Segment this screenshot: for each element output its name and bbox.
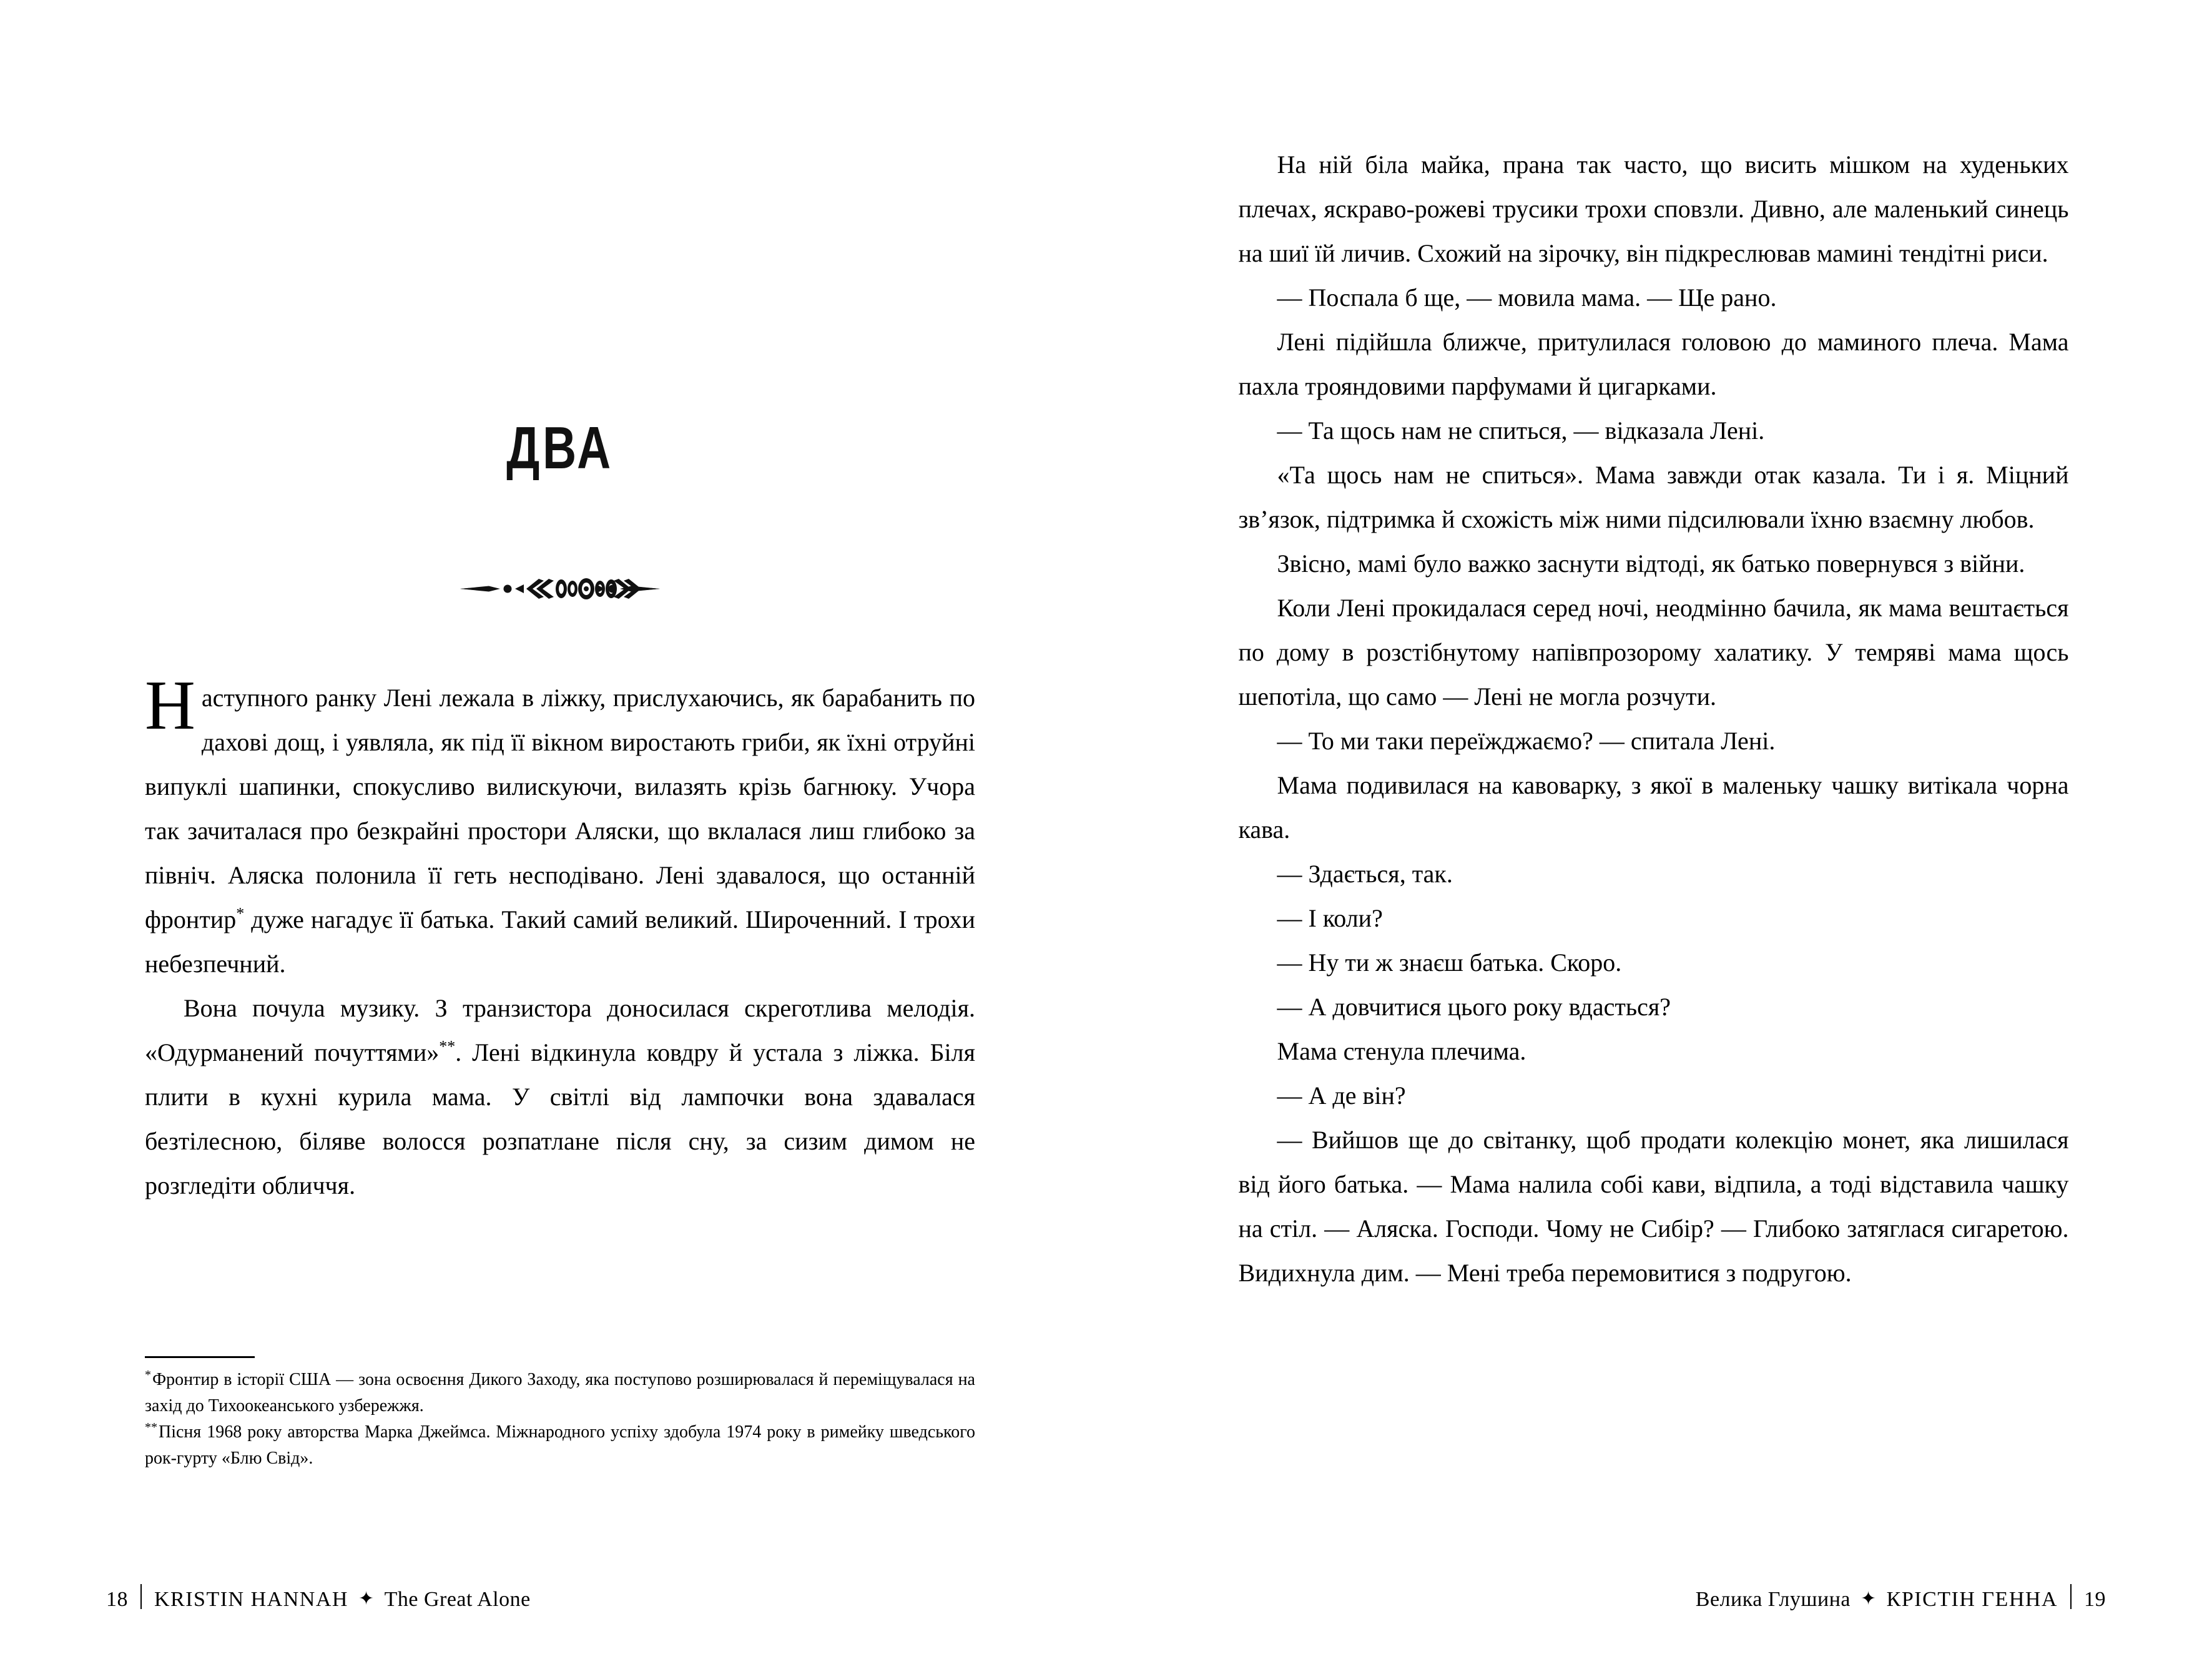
paragraph-text: Вона почула музику. З транзистора доносилася скреготлива мелодія. «Одурманений почуттями»	[145, 994, 975, 1066]
paragraph: — Здається, так.	[1277, 860, 1453, 888]
footnote-block	[145, 1356, 975, 1472]
footnote-separator-rule	[145, 1356, 255, 1358]
paragraph: Коли Лені прокидалася серед ночі, неодмінно бачила, як мама вештається по дому в розстібнутому напівпрозорому халатику. У темряві мама щось шепотіла, що само — Лені не могла розчути.	[1238, 594, 2069, 711]
paragraph: «Та щось нам не спиться». Мама завжди отак казала. Ти і я. Міцний зв’язок, підтримка й схожість між ними підсилювали їхню взаємну любов.	[1238, 461, 2069, 533]
footnote-item	[145, 1367, 975, 1419]
footnote-marker: **	[145, 1420, 157, 1434]
paragraph: Мама подивилася на кавоварку, з якої в маленьку чашку витікала чорна кава.	[1238, 771, 2069, 844]
left-page-content	[145, 0, 975, 1659]
footer-fleuron-icon: ✦	[1861, 1588, 1877, 1609]
paragraph: — А де він?	[1277, 1081, 1406, 1110]
book-title: The Great Alone	[384, 1588, 531, 1611]
paragraph: — Поспала б ще, — мовила мама. — Ще рано.	[1277, 283, 1777, 312]
chapter-title: ДВА	[506, 415, 614, 481]
author-name: KRISTIN HANNAH	[154, 1588, 348, 1611]
right-page-content	[1239, 0, 2069, 1659]
footnote-item	[145, 1419, 975, 1472]
paragraph: — І коли?	[1277, 904, 1383, 932]
paragraph-text-cont: . Лені відкинула ковдру й устала з ліжка. Біля плити в кухні курила мама. У світлі від лампочки вона здавалася безтілесною, біляве волосся розпатлане після сну, за сизим димом не розгледіти обличчя.	[145, 1038, 975, 1199]
paragraph: Мама стенула плечима.	[1277, 1037, 1526, 1065]
footer-divider-rule	[2070, 1584, 2072, 1609]
paragraph: Лені підійшла ближче, притулилася головою до маминого плеча. Мама пахла трояндовими парфумами й цигарками.	[1238, 328, 2069, 400]
paragraph: — То ми таки переїжджаємо? — спитала Лені.	[1277, 727, 1776, 755]
paragraph-text-cont: дуже нагадує її батька. Такий самий великий. Широченний. І трохи небезпечний.	[145, 905, 975, 978]
fleuron-divider-icon	[145, 571, 975, 606]
paragraph: — Ну ти ж знаєш батька. Скоро.	[1277, 948, 1622, 977]
left-running-foot	[106, 1581, 531, 1612]
footer-divider-rule	[140, 1584, 142, 1609]
right-body-text	[1239, 142, 2069, 1295]
paragraph	[145, 986, 975, 1208]
footnote-marker-1: *	[236, 904, 245, 923]
footnote-marker-2: **	[439, 1037, 456, 1056]
left-body-text	[145, 667, 975, 1208]
page-number: 18	[106, 1588, 128, 1611]
right-running-foot	[1696, 1581, 2106, 1612]
paragraph: Звісно, мамі було важко заснути відтоді, як батько повернувся з війни.	[1277, 549, 2025, 578]
footnote-text: Пісня 1968 року авторства Марка Джеймса. Міжнародного успіху здобула 1974 року в римейку шведського рок-гурту «Блю Свід».	[145, 1422, 975, 1468]
book-title: Велика Глушина	[1695, 1588, 1851, 1611]
right-page	[1106, 0, 2212, 1659]
footnote-text: Фронтир в історії США — зона освоєння Дикого Заходу, яка поступово розширювалася й переміщувалася на захід до Тихоокеанського узбережжя.	[145, 1370, 975, 1415]
footer-fleuron-icon: ✦	[358, 1588, 375, 1609]
paragraph	[145, 667, 975, 986]
paragraph: На ній біла майка, прана так часто, що висить мішком на худеньких плечах, яскраво-рожеві трусики трохи сповзли. Дивно, але маленький синець на шиї їй личив. Схожий на зірочку, він підкреслював мамині тендітні риси.	[1238, 150, 2069, 267]
author-name: КРІСТІН ГЕННА	[1886, 1588, 2058, 1611]
paragraph: — Вийшов ще до світанку, щоб продати колекцію монет, яка лишилася від його батька. — Мама налила собі кави, відпила, а тоді відставила чашку на стіл. — Аляска. Господи. Чому не Сибір? — Глибоко затяглася сигаретою. Видихнула дим. — Мені треба перемовитися з подругою.	[1238, 1126, 2069, 1287]
paragraph: — Та щось нам не спиться, — відказала Лені.	[1277, 416, 1765, 445]
page-number: 19	[2084, 1588, 2106, 1611]
paragraph-text: Наступного ранку Лені лежала в ліжку, прислухаючись, як барабанить по дахові дощ, і уявляла, як під її вікном виростають гриби, як їхні отруйні випуклі шапинки, спокусливо вилискуючи, вилазять крізь багнюку. Учора так зачиталася про безкрайні простори Аляски, що вклалася лиш глибоко за північ. Аляска полонила її геть несподівано. Лені здавалося, що останній фронтир	[145, 667, 975, 933]
paragraph: — А довчитися цього року вдасться?	[1277, 993, 1671, 1021]
footnote-marker: *	[145, 1367, 151, 1382]
